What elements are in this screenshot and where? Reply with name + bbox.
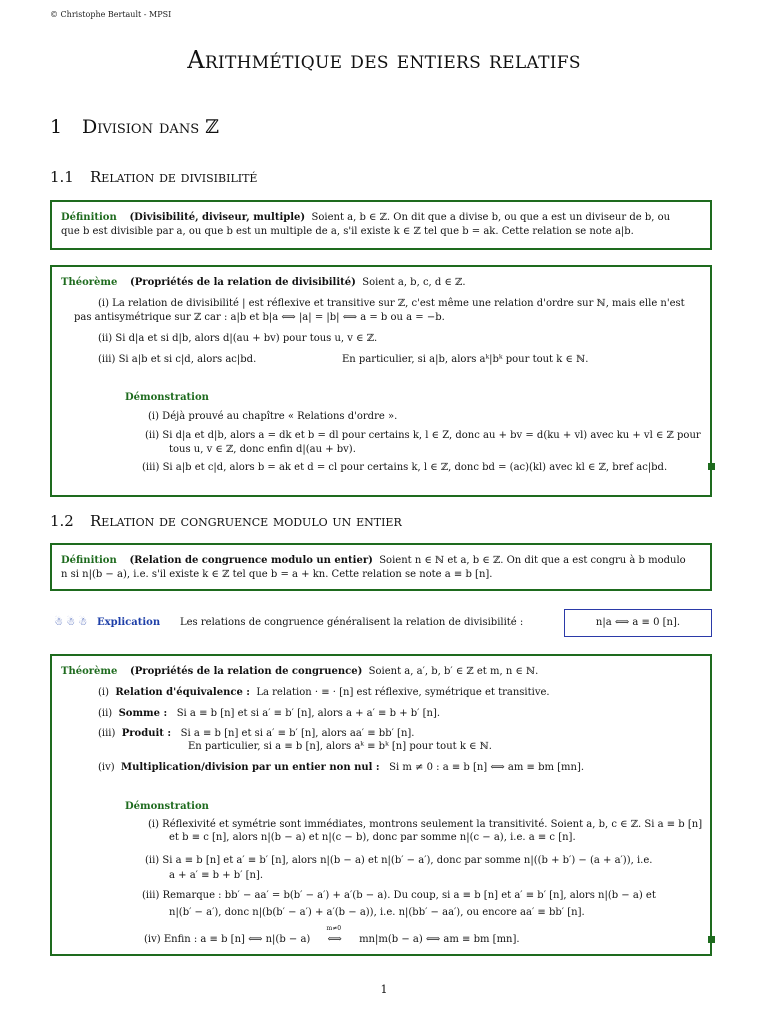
theorem-item-ii — [98, 707, 440, 721]
definition-line-1 — [61, 554, 686, 568]
definition-line-2: que b est divisible par a, ou que b est un multiple de a, s'il existe k ∈ ℤ tel que b = ak. Cette relation se note a|b. — [61, 226, 634, 237]
item-number: (i) — [98, 687, 110, 698]
definition-box-divisibility — [50, 200, 712, 250]
definition-label: Définition — [61, 555, 117, 566]
section-number: 1 — [50, 116, 63, 138]
page-number: 1 — [380, 983, 388, 996]
theorem-box-divisibility — [50, 265, 712, 497]
theorem-heading — [61, 276, 466, 290]
subsection-heading-1-2 — [50, 512, 402, 530]
definition-box-congruence — [50, 543, 712, 591]
qed-square-icon — [708, 936, 715, 943]
item-number: (ii) — [98, 708, 113, 719]
theorem-intro: Soient a, b, c, d ∈ ℤ. — [362, 277, 466, 288]
subsection-title: Relation de divisibilité — [90, 168, 258, 186]
theorem-heading — [61, 665, 538, 679]
theorem-item-iii-a: (iii) Si a|b et si c|d, alors ac|bd. — [98, 354, 257, 365]
item-title: Somme : — [118, 708, 168, 719]
qed-square-icon — [708, 463, 715, 470]
demonstration-item-i: (i) Déjà prouvé au chapître « Relations d'ordre ». — [148, 411, 398, 422]
item-text: La relation · ≡ · [n] est réflexive, symétrique et transitive. — [256, 687, 550, 698]
demonstration-item-ii-line-1: (ii) Si d|a et d|b, alors a = dk et b = dl pour certains k, l ∈ Z, donc au + bv = d(ku + vl) avec ku + vl ∈ ℤ pour — [145, 430, 701, 441]
definition-name: (Relation de congruence modulo un entier) — [129, 555, 373, 566]
demonstration-item-ii-line-1: (ii) Si a ≡ b [n] et a′ ≡ b′ [n], alors n|(b − a) et n|(b′ − a′), donc par somme n|((b + b′) − (a + a′)), i.e. — [145, 855, 653, 866]
theorem-name: (Propriétés de la relation de congruence) — [130, 666, 363, 677]
item-title: Produit : — [121, 728, 172, 739]
subsection-number: 1.2 — [50, 512, 74, 530]
item-text: Si m ≠ 0 : a ≡ b [n] ⟺ am ≡ bm [mn]. — [389, 762, 585, 773]
theorem-label: Théorème — [61, 277, 118, 288]
page-title: Arithmétique des entiers relatifs — [187, 46, 581, 74]
demonstration-item-ii-line-2: a + a′ ≡ b + b′ [n]. — [169, 870, 264, 881]
theorem-name: (Propriétés de la relation de divisibilité) — [130, 277, 356, 288]
theorem-item-iv — [98, 761, 584, 775]
theorem-item-i — [98, 686, 550, 700]
item-text: Si a ≡ b [n] et si a′ ≡ b′ [n], alors aa′ ≡ bb′ [n]. — [180, 728, 415, 739]
definition-name: (Divisibilité, diviseur, multiple) — [129, 212, 306, 223]
section-heading-1 — [50, 116, 219, 138]
over-arrow — [326, 925, 342, 947]
page-header: © Christophe Bertault - MPSI — [50, 10, 172, 19]
explication-formula-box: n|a ⟺ a ≡ 0 [n]. — [564, 609, 712, 637]
equivalence-arrow-icon: ⟺ — [327, 934, 342, 945]
definition-line-1 — [61, 211, 670, 225]
explication-label: Explication — [97, 617, 161, 628]
theorem-item-i-line-2: pas antisymétrique sur ℤ car : a|b et b|a ⟺ |a| = |b| ⟺ a = b ou a = −b. — [74, 312, 445, 323]
explication-icons: ☃ ☃ ☃ — [54, 617, 88, 628]
definition-line-2: n si n|(b − a), i.e. s'il existe k ∈ ℤ tel que b = a + kn. Cette relation se note a ≡ b [n]. — [61, 569, 493, 580]
item-number: (iii) — [98, 728, 116, 739]
demonstration-title: Démonstration — [125, 392, 209, 403]
demonstration-item-i-line-2: et b ≡ c [n], alors n|(b − a) et n|(c − b), donc par somme n|(c − a), i.e. a ≡ c [n]. — [169, 832, 576, 843]
definition-text: Soient a, b ∈ ℤ. On dit que a divise b, ou que a est un diviseur de b, ou — [311, 212, 671, 223]
theorem-item-iii — [98, 727, 414, 741]
theorem-item-iii-line-2: En particulier, si a ≡ b [n], alors aᵏ ≡ bᵏ [n] pour tout k ∈ ℕ. — [188, 741, 492, 752]
item-text-a: (iv) Enfin : a ≡ b [n] ⟺ n|(b − a) — [144, 934, 311, 945]
item-title: Relation d'équivalence : — [115, 687, 250, 698]
demonstration-item-iii-line-1: (iii) Remarque : bb′ − aa′ = b(b′ − a′) + a′(b − a). Du coup, si a ≡ b [n] et a′ ≡ b′ [n], alors n|(b − a) et — [142, 890, 656, 901]
definition-text: Soient n ∈ ℕ et a, b ∈ ℤ. On dit que a est congru à b modulo — [379, 555, 686, 566]
item-title: Multiplication/division par un entier non nul : — [121, 762, 380, 773]
demonstration-item-iii: (iii) Si a|b et c|d, alors b = ak et d = cl pour certains k, l ∈ ℤ, donc bd = (ac)(kl) avec kl ∈ ℤ, bref ac|bd. — [142, 462, 668, 473]
theorem-box-congruence — [50, 654, 712, 956]
theorem-item-iii-b: En particulier, si a|b, alors aᵏ|bᵏ pour tout k ∈ ℕ. — [342, 354, 589, 365]
explication-text: Les relations de congruence généralisent la relation de divisibilité : — [180, 617, 524, 628]
item-text-b: mn|m(b − a) ⟺ am ≡ bm [mn]. — [359, 934, 520, 945]
demonstration-item-iii-line-2: n|(b′ − a′), donc n|(b(b′ − a′) + a′(b − a)), i.e. n|(bb′ − aa′), ou encore aa′ ≡ bb′ [n]. — [169, 907, 585, 918]
theorem-item-ii: (ii) Si d|a et si d|b, alors d|(au + bv) pour tous u, v ∈ ℤ. — [98, 333, 378, 344]
theorem-item-i-line-1: (i) La relation de divisibilité | est réflexive et transitive sur ℤ, c'est même une relation d'ordre sur ℕ, mais elle n'est — [98, 298, 685, 309]
theorem-intro: Soient a, a′, b, b′ ∈ ℤ et m, n ∈ ℕ. — [368, 666, 539, 677]
demonstration-title: Démonstration — [125, 801, 209, 812]
definition-label: Définition — [61, 212, 117, 223]
item-number: (iv) — [98, 762, 115, 773]
subsection-title: Relation de congruence modulo un entier — [90, 512, 402, 530]
section-title: Division dans ℤ — [82, 116, 220, 138]
subsection-heading-1-1 — [50, 168, 257, 186]
theorem-label: Théorème — [61, 666, 118, 677]
subsection-number: 1.1 — [50, 168, 74, 186]
demonstration-item-i-line-1: (i) Réflexivité et symétrie sont immédiates, montrons seulement la transitivité. Soient a, b, c ∈ ℤ. Si a ≡ b [n] — [148, 819, 703, 830]
item-text: Si a ≡ b [n] et si a′ ≡ b′ [n], alors a + a′ ≡ b + b′ [n]. — [176, 708, 441, 719]
over-arrow-label: m≠0 — [326, 925, 342, 932]
demonstration-item-iv — [144, 925, 520, 947]
demonstration-item-ii-line-2: tous u, v ∈ ℤ, donc enfin d|(au + bv). — [169, 444, 356, 455]
